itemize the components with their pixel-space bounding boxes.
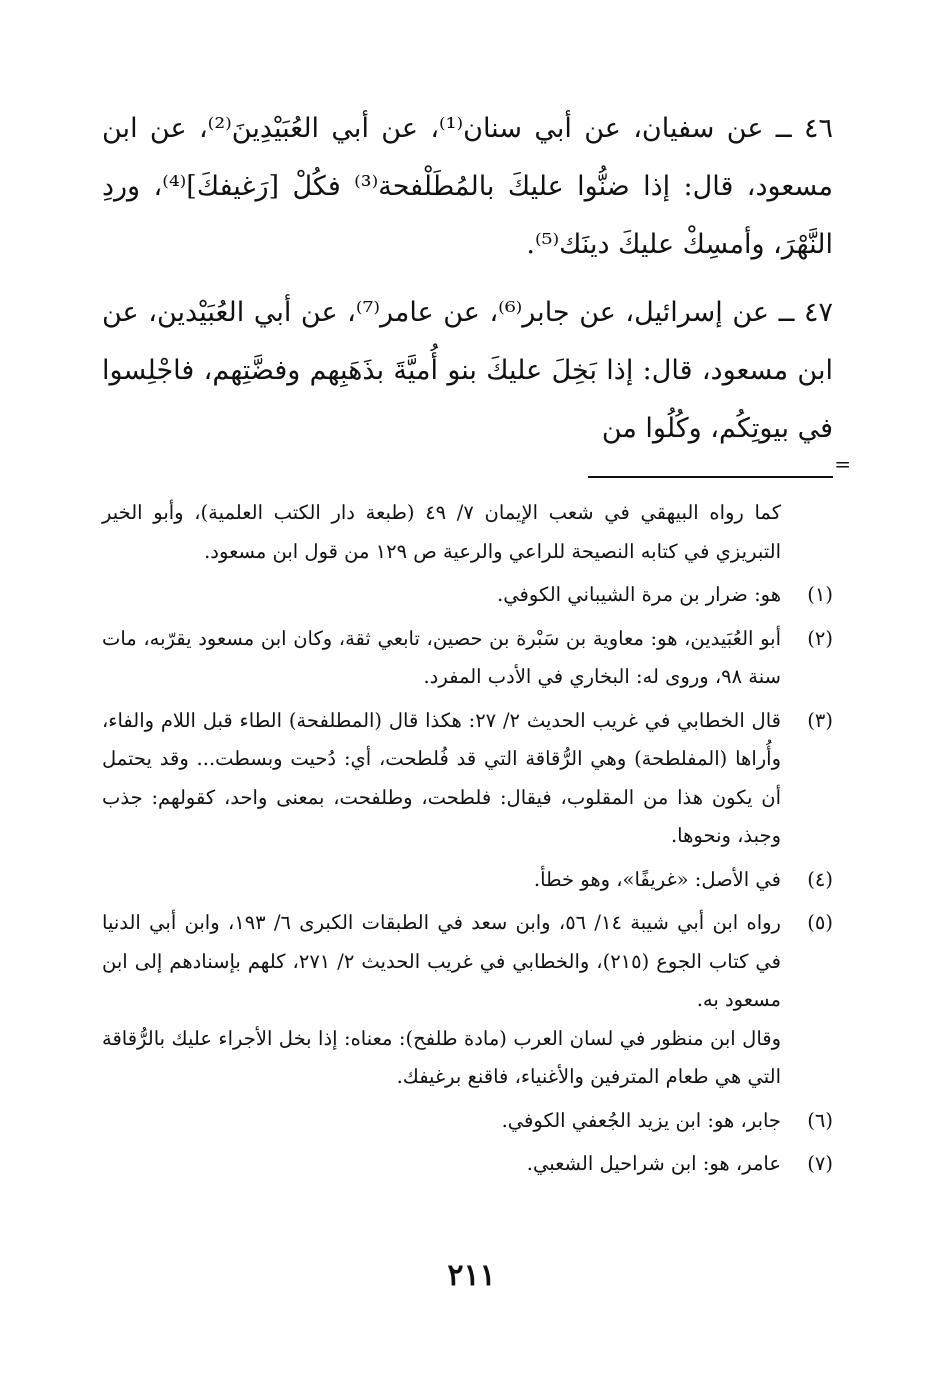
footnote-text: هو: ضرار بن مرة الشيباني الكوفي. [497, 583, 781, 606]
footnote-3 [102, 702, 833, 856]
footnote-6 [102, 1102, 833, 1141]
footnotes [102, 494, 833, 1184]
page-number: ٢١١ [447, 1258, 496, 1293]
footnote-4 [102, 861, 833, 900]
footnote-continuation: كما رواه البيهقي في شعب الإيمان ٧/ ٤٩ (طبعة دار الكتب العلمية)، وأبو الخير التبريزي في كتابه النصيحة للراعي والرعية ص ١٢٩ من قول ابن مسعود. [102, 501, 781, 563]
footnote-number: (١) [807, 583, 833, 606]
footnote-text: أبو العُبَيدين، هو: معاوية بن سَبْرة بن حصين، تابعي ثقة، وكان ابن مسعود يقرّبه، مات سنة ٩٨، وروى له: البخاري في الأدب المفرد. [102, 626, 781, 688]
continuation-mark: = [834, 452, 851, 476]
footnote-number: (٣) [807, 708, 833, 732]
footnote-number: (٢) [807, 626, 833, 650]
footnote-text: قال الخطابي في غريب الحديث ٢/ ٢٧: هكذا قال (المطلفحة) الطاء قبل اللام والفاء، وأُراها (المفلطحة) وهي الرُّقاقة التي قد فُلطحت، أي: دُحيت وبسطت... وقد يحتمل أن يكون هذا من المقلوب، فيقال: فلطحت، وطلفحت، بمعنى واحد، كقولهم: جذب وجبذ، ونحوها. [102, 708, 781, 847]
footnote-text: رواه ابن أبي شيبة ١٤/ ٥٦، وابن سعد في الطبقات الكبرى ٦/ ١٩٣، وابن أبي الدنيا في كتاب الجوع (٢١٥)، والخطابي في غريب الحديث ٢/ ٢٧١، كلهم بإسنادهم إلى ابن مسعود به. [102, 911, 781, 1011]
footnote-text-block [102, 904, 781, 1097]
footnote-2 [102, 620, 833, 697]
hadith-47-paragraph: ٤٧ ــ عن إسرائيل، عن جابر⁽⁶⁾، عن عامر⁽⁷⁾، عن أبي العُبَيْدين، عن ابن مسعود، قال: إذا بَخِلَ عليكَ بنو أُميَّةَ بذَهَبِهم وفضَّتِهم، فاجْلِسوا في بيوتِكُم، وكُلُوا من [102, 297, 833, 444]
footnote-1 [102, 576, 833, 615]
footnote-text: عامر، هو: ابن شراحيل الشعبي. [526, 1152, 781, 1175]
footnote-number: (٤) [807, 867, 833, 891]
footnote-number: (٦) [807, 1108, 833, 1132]
main-text [102, 100, 833, 458]
footnote-5 [102, 904, 833, 1097]
footnote-number: (٥) [807, 911, 833, 934]
footnote-extra-text: وقال ابن منظور في لسان العرب (مادة طلفح): معناه: إذا بخل الأجراء عليك بالرُّقاقة التي هي طعام المترفين والأغنياء، فاقنع برغيفك. [102, 1026, 781, 1088]
footnote-number: (٧) [807, 1152, 833, 1175]
footnote-7 [102, 1145, 833, 1184]
footnote-text: في الأصل: «غريفًا»، وهو خطأ. [533, 867, 781, 891]
footnote-separator [588, 476, 833, 478]
footnote-text: جابر، هو: ابن يزيد الجُعفي الكوفي. [501, 1108, 781, 1132]
hadith-46-paragraph: ٤٦ ــ عن سفيان، عن أبي سنان⁽¹⁾، عن أبي العُبَيْدِينَ⁽²⁾، عن ابن مسعود، قال: إذا ضنُّوا عليكَ بالمُطَلْفحة⁽³⁾ فكُلْ [رَغيفكَ]⁽⁴⁾، وردِ النَّهْرَ، وأمسِكْ عليكَ دينَك⁽⁵⁾. [102, 113, 833, 260]
